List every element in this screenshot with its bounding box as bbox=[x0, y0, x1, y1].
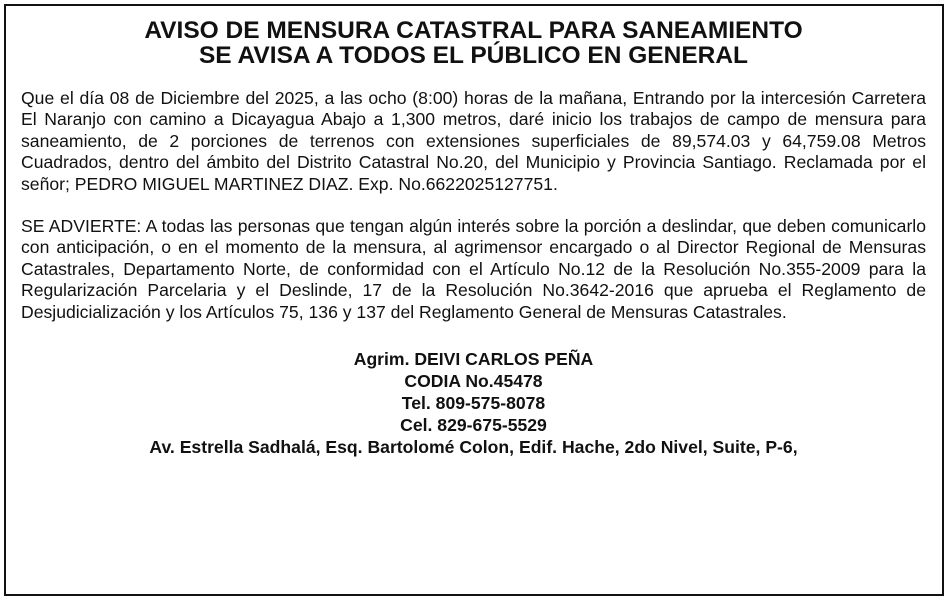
notice-paragraph-1: Que el día 08 de Diciembre del 2025, a las ocho (8:00) horas de la mañana, Entrando por la intercesión Carretera El Naranjo con camino a Dicayagua Abajo a 1,300 metros, daré inicio los trabajos de campo de mensura para saneamiento, de 2 porciones de terrenos con extensiones superficiales de 89,574.03 y 64,759.08 Metros Cuadrados, dentro del ámbito del Distrito Catastral No.20, del Municipio y Provincia Santiago. Reclamada por el señor; PEDRO MIGUEL MARTINEZ DIAZ. Exp. No.6622025127751. bbox=[21, 88, 926, 194]
cellphone: Cel. 829-675-5529 bbox=[400, 415, 547, 436]
address: Av. Estrella Sadhalá, Esq. Bartolomé Colon, Edif. Hache, 2do Nivel, Suite, P-6, bbox=[149, 437, 798, 458]
title-line-1: AVISO DE MENSURA CATASTRAL PARA SANEAMIENTO bbox=[144, 17, 803, 44]
title-line-2: SE AVISA A TODOS EL PÚBLICO EN GENERAL bbox=[198, 42, 749, 69]
notice-box bbox=[4, 4, 944, 596]
codia-number: CODIA No.45478 bbox=[404, 371, 543, 392]
surveyor-name: Agrim. DEIVI CARLOS PEÑA bbox=[353, 349, 594, 370]
warning-paragraph: SE ADVIERTE: A todas las personas que tengan algún interés sobre la porción a deslindar, que deben comunicarlo con anticipación, o en el momento de la mensura, al agrimensor encargado o al Director Regional de Mensuras Catastrales, Departamento Norte, de conformidad con el Artículo No.12 de la Resolución No.355-2009 para la Regularización Parcelaria y el Deslinde, 17 de la Resolución No.3642-2016 que aprueba el Reglamento de Desjudicialización y los Artículos 75, 136 y 137 del Reglamento General de Mensuras Catastrales. bbox=[21, 216, 926, 322]
telephone: Tel. 809-575-8078 bbox=[401, 393, 546, 414]
notice-title bbox=[21, 18, 926, 68]
signature-block bbox=[21, 348, 926, 458]
